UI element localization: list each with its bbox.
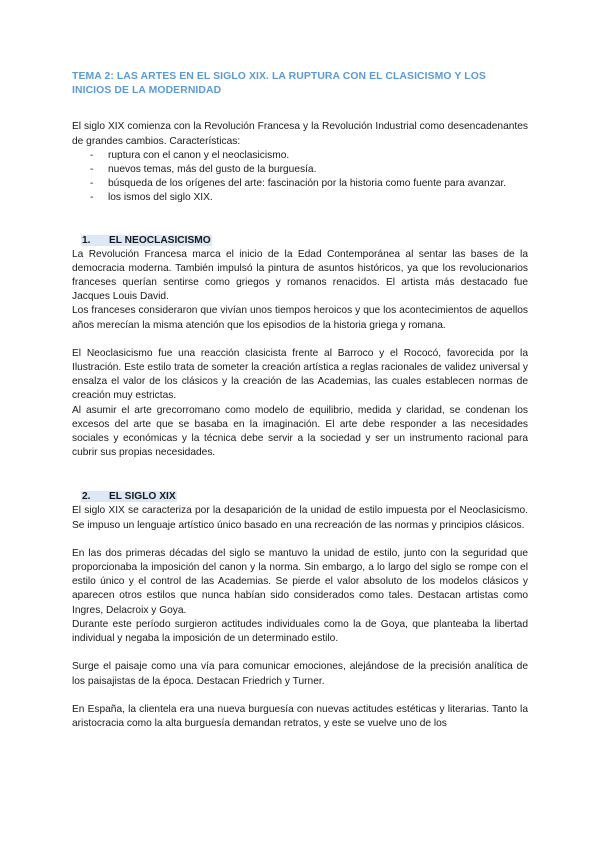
list-item: - los ismos del siglo XIX. <box>72 191 528 205</box>
section-title: EL SIGLO XIX <box>109 491 176 503</box>
list-item: - ruptura con el canon y el neoclasicismo. <box>72 149 528 163</box>
paragraph: Surge el paisaje como una vía para comunicar emociones, alejándose de la precisión analítica de los paisajistas de la época. Destacan Friedrich y Turner. <box>72 661 528 687</box>
paragraph: Los franceses consideraron que vivían unos tiempos heroicos y que los acontecimientos de aquellos años merecían la misma atención que los episodios de la historia griega y romana. <box>72 305 528 331</box>
paragraph: En las dos primeras décadas del siglo se mantuvo la unidad de estilo, junto con la seguridad que proporcionaba la imposición del canon y la norma. Sin embargo, a lo largo del siglo se rompe con el estilo único y el control de las Academias. Se pierde el valor absoluto de los modelos clásicos y aparecen otros estilos que nunca habían sido considerados como tales. Destacan artistas como Ingres, Delacroix y Goya. <box>72 547 528 616</box>
paragraph: El siglo XIX se caracteriza por la desaparición de la unidad de estilo impuesta por el Neoclasicismo. Se impuso un lenguaje artístico único basado en una recreación de las normas y principios clásicos. <box>72 505 528 531</box>
section-title: EL NEOCLASICISMO <box>109 234 211 246</box>
paragraph: Durante este período surgieron actitudes individuales como la de Goya, que planteaba la libertad individual y negaba la imposición de un determinado estilo. <box>72 618 528 645</box>
paragraph: La Revolución Francesa marca el inicio de la Edad Contemporánea al sentar las bases de la democracia moderna. También impulsó la pintura de asuntos históricos, ya que los revolucionarios franceses querían sentirse como griegos y romanos renacidos. El artista más destacado fue Jacques Louis David. <box>72 248 528 303</box>
paragraph: El Neoclasicismo fue una reacción clasicista frente al Barroco y el Rococó, favorecida por la Ilustración. Este estilo trata de someter la creación artística a reglas racionales de validez universal y ensalza el valor de los clásicos y la creación de las Academias, las cuales establecen normas de creación muy estrictas. <box>72 347 528 402</box>
paragraph: Al asumir el arte grecorromano como modelo de equilibrio, medida y claridad, se condenan los excesos del arte que se basaba en la imaginación. El arte debe responder a las necesidades sociales y económicas y la técnica debe servir a la sociedad y ser un instrumento racional para cubrir sus propias necesidades. <box>72 404 528 459</box>
section-number: 1. <box>82 234 91 246</box>
paragraph: En España, la clientela era una nueva burguesía con nuevas actitudes estéticas y literarias. Tanto la aristocracia como la alta burguesía demandan retratos, y este se vuelve uno de los <box>72 703 528 729</box>
section-heading-neoclasicismo <box>72 234 528 248</box>
document-page <box>72 70 528 731</box>
section-heading-highlight <box>81 235 212 246</box>
document-title: TEMA 2: LAS ARTES EN EL SIGLO XIX. LA RUPTURA CON EL CLASICISMO Y LOS INICIOS DE LA MODERNIDAD <box>72 71 486 97</box>
intro-paragraph: El siglo XIX comienza con la Revolución Francesa y la Revolución Industrial como desencadenantes de grandes cambios. Características: <box>72 121 528 147</box>
section-number: 2. <box>82 491 91 503</box>
characteristics-list <box>72 149 528 206</box>
list-item: - búsqueda de los orígenes del arte: fascinación por la historia como fuente para avanzar. <box>72 177 528 191</box>
section-heading-highlight <box>81 491 177 502</box>
list-item: - nuevos temas, más del gusto de la burguesía. <box>72 163 528 177</box>
section-heading-siglo-xix <box>72 490 528 504</box>
